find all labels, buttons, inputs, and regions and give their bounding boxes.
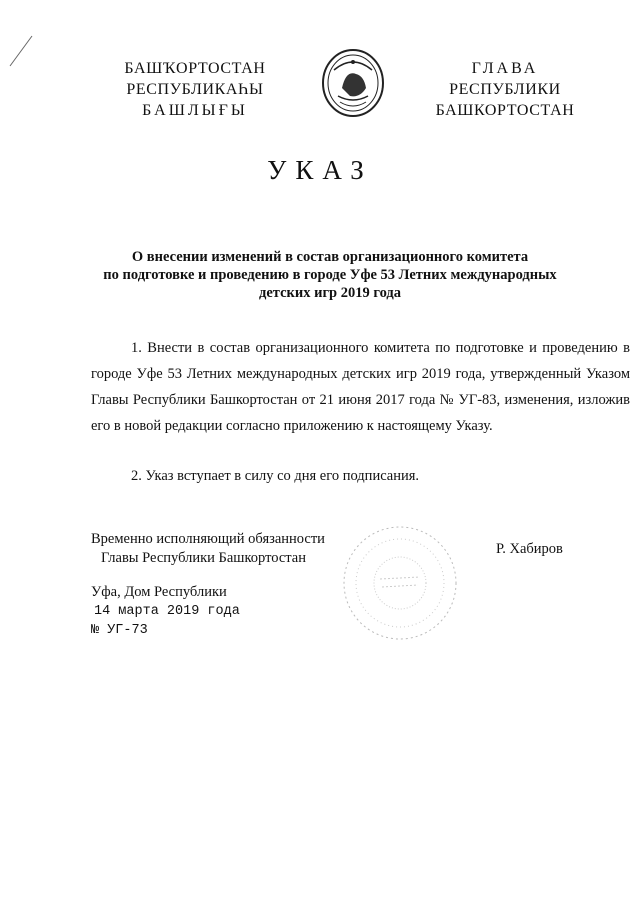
document-number: № УГ-73	[91, 623, 148, 638]
header-right-line-2: РЕСПУБЛИКИ	[449, 81, 561, 98]
signatory-role-line-2: Главы Республики Башкортостан	[101, 550, 306, 566]
body-paragraph-2: 2. Указ вступает в силу со дня его подписания.	[131, 468, 420, 484]
header-right-line-1: ГЛАВА	[471, 60, 539, 77]
header-left-block	[100, 58, 290, 121]
document-subject	[60, 248, 600, 302]
header-right-line-3: БАШКОРТОСТАН	[435, 102, 575, 119]
header-left-line-1: БАШҠОРТОСТАН	[124, 60, 266, 77]
coat-of-arms-icon	[320, 48, 386, 118]
official-seal-icon	[340, 523, 460, 643]
signatory-role-line-1: Временно исполняющий обязанности	[91, 531, 325, 547]
document-place: Уфа, Дом Республики	[91, 584, 227, 600]
scan-mark	[6, 30, 36, 70]
subject-line-1: О внесении изменений в состав организационного комитета	[131, 249, 529, 265]
footer-block	[91, 583, 240, 640]
header-right-block	[420, 58, 590, 121]
subject-line-3: детских игр 2019 года	[259, 285, 401, 301]
body-paragraph-1: 1. Внести в состав организационного комитета по подготовке и проведению в городе Уфе 53 Летних международных детских игр 2019 года, утвержденный Указом Главы Республики Башкортостан от 21 июня 2017 года № УГ-83, изменения, изложив его в новой редакции согласно приложению к настоящему Указу.	[91, 340, 630, 434]
signatory-name: Р. Хабиров	[496, 541, 563, 557]
document-title: УКАЗ	[267, 155, 373, 185]
header-left-line-3: БАШЛЫҒЫ	[142, 102, 248, 119]
subject-line-2: по подготовке и проведению в городе Уфе 53 Летних международных	[103, 267, 557, 283]
document-date: 14 марта 2019 года	[94, 604, 240, 619]
header-left-line-2: РЕСПУБЛИКАҺЫ	[126, 81, 264, 98]
signatory-role	[91, 530, 325, 568]
